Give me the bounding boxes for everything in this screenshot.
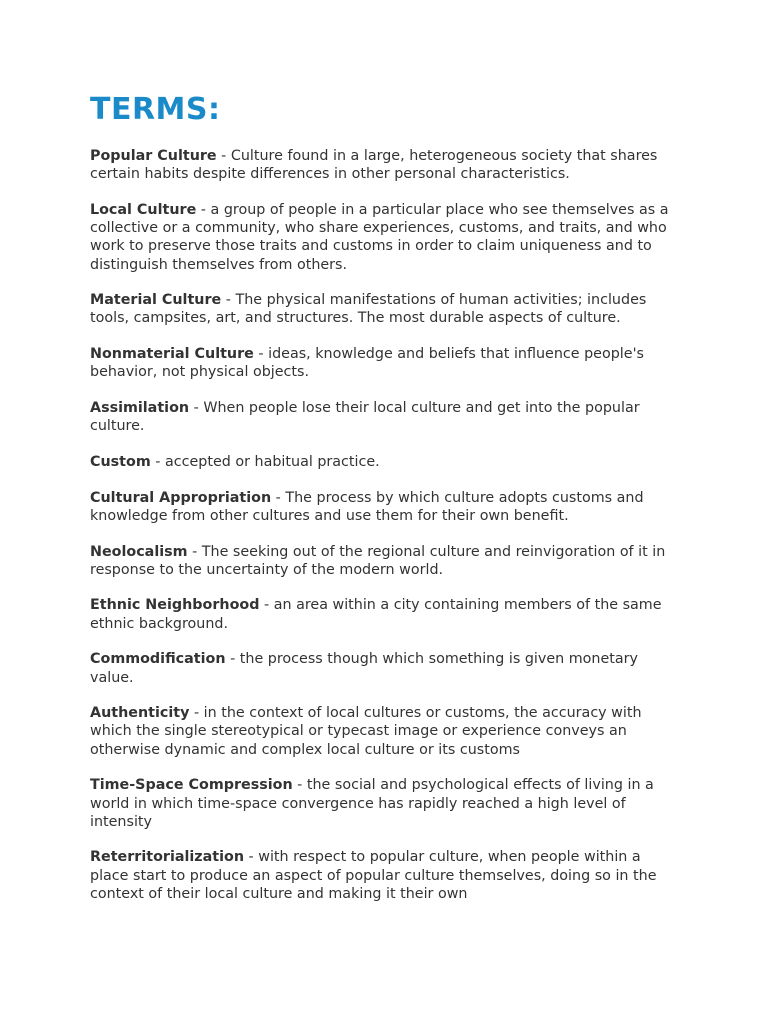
term-name: Reterritorialization (90, 849, 244, 866)
term-name: Cultural Appropriation (90, 489, 272, 506)
term-definition: an area within a city containing members of the same ethnic background. (90, 597, 662, 632)
term-entry-assimilation (90, 399, 682, 435)
term-definition: ideas, knowledge and beliefs that influence people's behavior, not physical objects. (90, 346, 644, 381)
term-separator: - (244, 849, 259, 866)
term-entry-popular-culture (90, 147, 682, 183)
term-entry-nonmaterial-culture (90, 345, 682, 381)
term-separator: - (271, 489, 286, 506)
term-name: Time-Space Compression (90, 777, 293, 794)
term-entry-neolocalism (90, 543, 682, 579)
term-name: Popular Culture (90, 148, 217, 164)
term-name: Local Culture (90, 201, 197, 218)
term-definition: the process though which something is given monetary value. (90, 651, 638, 686)
term-entry-ethnic-neighborhood (90, 596, 682, 632)
term-definition: Culture found in a large, heterogeneous society that shares certain habits despite differences in other personal characteristics. (90, 148, 658, 183)
term-separator: - (189, 705, 204, 722)
term-definition: When people lose their local culture and get into the popular culture. (90, 400, 640, 435)
term-entry-cultural-appropriation (90, 489, 682, 525)
term-name: Commodification (90, 651, 226, 668)
term-definition: The seeking out of the regional culture and reinvigoration of it in response to the uncertainty of the modern world. (90, 543, 666, 578)
term-definition: The physical manifestations of human activities; includes tools, campsites, art, and structures. The most durable aspects of culture. (90, 292, 647, 327)
term-separator: - (225, 651, 240, 668)
term-name: Ethnic Neighborhood (90, 597, 260, 614)
term-name: Nonmaterial Culture (90, 346, 254, 363)
term-definition: with respect to popular culture, when people within a place start to produce an aspect of popular culture themselves, doing so in the context of their local culture and making it their own (90, 849, 657, 902)
term-separator: - (216, 148, 231, 164)
term-name: Custom (90, 453, 151, 470)
term-separator: - (189, 400, 204, 417)
term-name: Material Culture (90, 292, 222, 309)
term-entry-time-space-compression (90, 776, 682, 831)
term-separator: - (292, 777, 307, 794)
page-title: TERMS: (90, 92, 221, 127)
terms-list (90, 147, 682, 921)
term-definition: The process by which culture adopts customs and knowledge from other cultures and use them for their own benefit. (90, 489, 644, 524)
term-definition: accepted or habitual practice. (164, 453, 380, 470)
term-entry-material-culture (90, 291, 682, 327)
term-separator: - (196, 201, 211, 218)
term-name: Assimilation (90, 400, 190, 417)
term-definition: in the context of local cultures or customs, the accuracy with which the single stereotypical or typecast image or experience conveys an otherwise dynamic and complex local culture or its customs (90, 705, 642, 758)
term-definition: the social and psychological effects of living in a world in which time-space convergence has rapidly reached a high level of intensity (90, 777, 654, 830)
term-name: Neolocalism (90, 543, 188, 560)
term-separator: - (150, 453, 165, 470)
term-separator: - (253, 346, 269, 363)
term-separator: - (221, 292, 236, 309)
term-separator: - (259, 597, 274, 614)
term-separator: - (187, 543, 202, 560)
term-entry-reterritorialization (90, 848, 682, 903)
term-definition: a group of people in a particular place who see themselves as a collective or a community, who share experiences, customs, and traits, and who work to preserve those traits and customs in order to claim uniqueness and to distinguish themselves from others. (90, 201, 669, 273)
term-entry-commodification (90, 650, 682, 686)
term-entry-custom (90, 453, 682, 471)
term-entry-local-culture (90, 201, 682, 274)
term-name: Authenticity (90, 705, 190, 722)
term-entry-authenticity (90, 704, 682, 759)
